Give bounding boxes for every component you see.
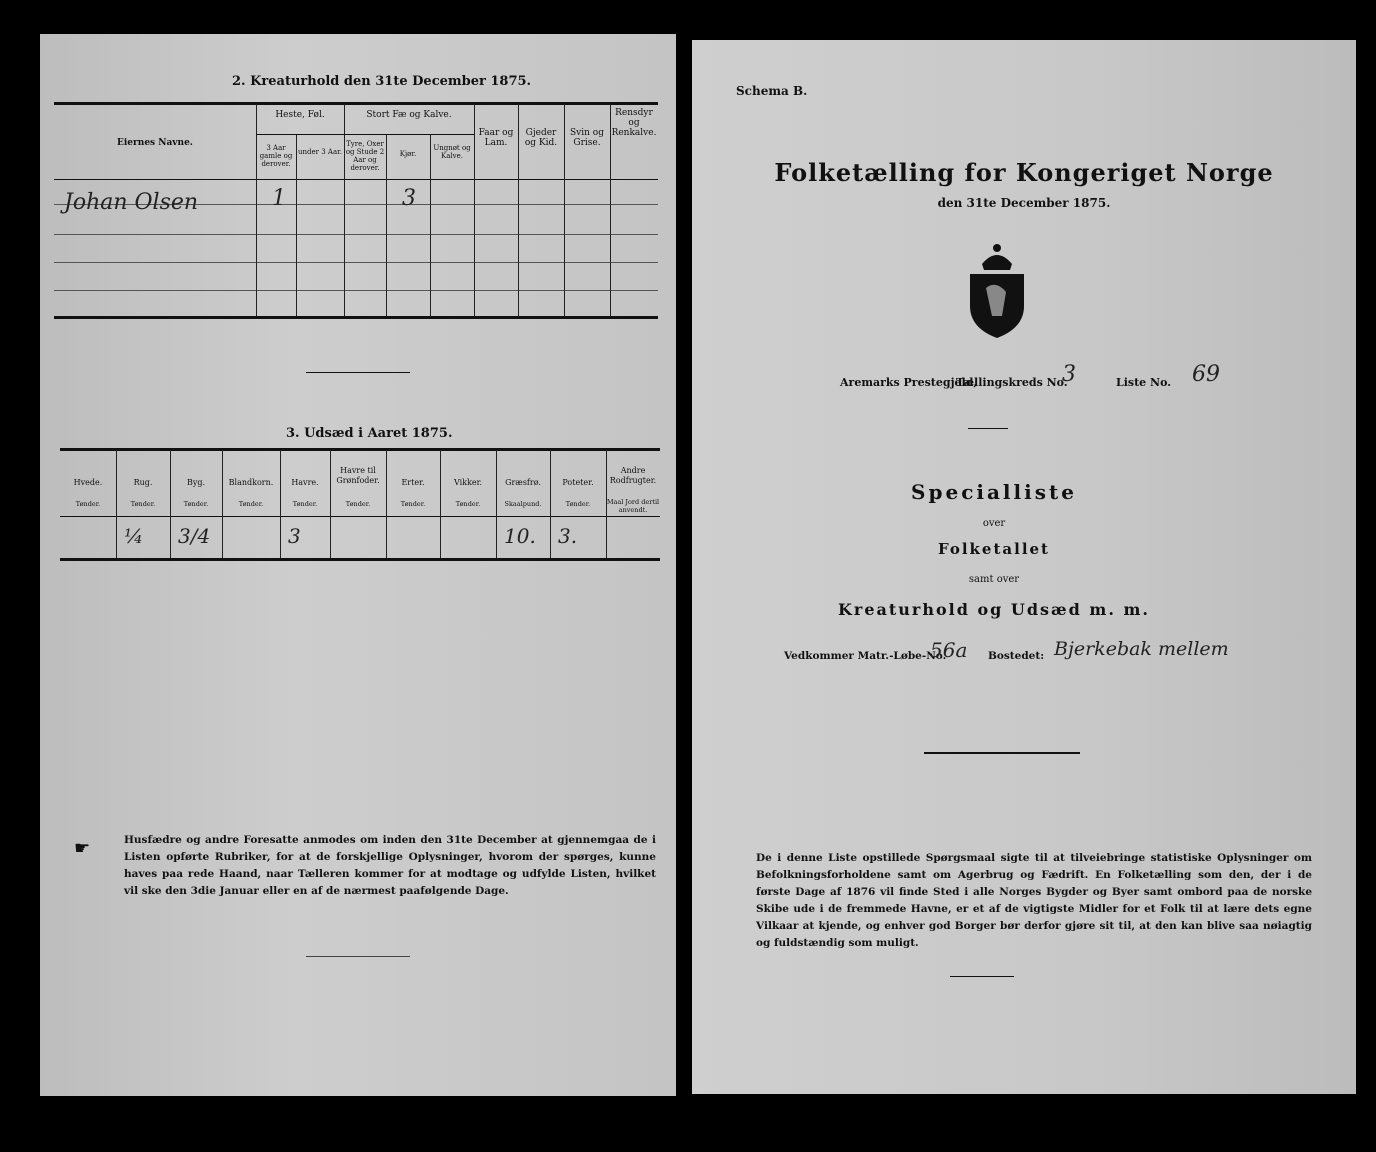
table-rule	[54, 262, 658, 263]
table-col	[386, 134, 387, 316]
seed-col-name: Havre til Grønfoder.	[336, 466, 380, 485]
matr-value: 56a	[930, 638, 968, 662]
seed-value: 3.	[558, 524, 578, 548]
table-rule	[60, 558, 660, 561]
col-cattle-cows: Kjør.	[399, 150, 417, 158]
seed-col-name: Andre Rodfrugter.	[609, 466, 657, 485]
district-label: Tællingskreds No.	[956, 376, 1068, 389]
special-list-title: Specialliste	[911, 480, 1077, 504]
section3-title: 3. Udsæd i Aaret 1875.	[286, 426, 453, 441]
seed-col-unit: Skaalpund.	[504, 500, 542, 508]
seed-col-unit: Tønder.	[183, 500, 209, 508]
col-horses: Heste, Føl.	[275, 110, 325, 120]
col-pigs: Svin og Grise.	[570, 128, 604, 148]
seed-col-unit: Tønder.	[130, 500, 156, 508]
right-page	[692, 40, 1356, 1094]
seed-col-name: Erter.	[401, 478, 425, 487]
col-cattle-young: Ungnøt og Kalve.	[433, 144, 471, 160]
col-horses-old: 3 Aar gamle og derover.	[259, 144, 293, 168]
seed-col-unit: Maal Jord dertil anvendt.	[606, 498, 660, 514]
col-owner: Eiernes Navne.	[117, 138, 193, 148]
kreaturhold-label: Kreaturhold og Udsæd m. m.	[838, 600, 1150, 619]
samt-over-label: samt over	[968, 574, 1020, 585]
table-rule	[54, 316, 658, 319]
bosted-label: Bostedet:	[988, 650, 1045, 662]
table-rule	[54, 179, 658, 180]
table-col	[296, 134, 297, 316]
folketallet-label: Folketallet	[938, 540, 1050, 558]
divider	[968, 428, 1008, 429]
seed-col-name: Vikker.	[453, 478, 483, 487]
seed-col-unit: Tønder.	[238, 500, 264, 508]
table-rule	[60, 516, 660, 517]
seed-col-name: Blandkorn.	[228, 478, 274, 487]
document-title: Folketælling for Kongeriget Norge	[774, 158, 1274, 187]
col-cattle-bulls: Tyre, Oxer og Stude 2 Aar og derover.	[345, 140, 385, 172]
seed-col-name: Græsfrø.	[505, 478, 541, 487]
col-cattle: Stort Fæ og Kalve.	[366, 110, 452, 120]
left-page	[40, 34, 676, 1096]
owner-name: Johan Olsen	[64, 190, 199, 215]
table-rule	[54, 102, 658, 105]
divider	[306, 372, 410, 373]
table-rule	[54, 290, 658, 291]
bosted-value: Bjerkebak mellem	[1054, 638, 1229, 660]
section2-title: 2. Kreaturhold den 31te December 1875.	[232, 74, 532, 89]
footer-text: De i denne Liste opstillede Spørgsmaal sigte til at tilveiebringe statistiske Oplysninger om Befolkningsforholdene samt om Agerbrug og Fædrift. En Folketælling som den, der i de første Dage af 1876 vil finde Sted i alle Norges Bygder og Byer samt ombord paa de norske Skibe ude i de fremmede Havne, er et af de vigtigste Midler for et Folk til at lære dets egne Vilkaar at kjende, og enhver god Borger bør derfor gjøre sit til, at den kan blive saa nøiagtig og fuldstændig som muligt.	[756, 852, 1312, 949]
table-col	[344, 104, 345, 316]
seed-value: ¼	[124, 524, 144, 548]
matr-label: Vedkommer Matr.-Løbe-No.	[784, 650, 947, 662]
divider	[924, 752, 1080, 754]
seed-value: 3/4	[178, 524, 211, 548]
seed-col-unit: Tønder.	[400, 500, 426, 508]
seed-col-name: Rug.	[133, 478, 153, 487]
table-col	[430, 134, 431, 316]
district-value: 3	[1062, 362, 1076, 387]
parish-label: Aremarks Prestegjeld,	[840, 376, 978, 389]
seed-col-unit: Tønder.	[455, 500, 481, 508]
seed-value: 10.	[504, 524, 536, 548]
list-value: 69	[1192, 362, 1220, 387]
col-reindeer: Rensdyr og Renkalve.	[611, 108, 657, 138]
over-label: over	[982, 518, 1006, 529]
seed-col-name: Byg.	[186, 478, 206, 487]
pointing-hand-icon: ☛	[74, 838, 91, 859]
table-rule	[60, 448, 660, 451]
divider	[306, 956, 410, 957]
list-label: Liste No.	[1116, 376, 1172, 389]
col-goats: Gjeder og Kid.	[524, 128, 558, 148]
seed-col-name: Poteter.	[562, 478, 594, 487]
table-col	[256, 104, 257, 316]
notice-text: Husfædre og andre Foresatte anmodes om inden den 31te December at gjennemgaa de i Listen opførte Rubriker, for at de forskjellige Oplysninger, hvorom der spørges, kunne haves paa rede Haand, naar Tælleren kommer for at modtage og udfylde Listen, hvilket vil ske den 3die Januar eller en af de nærmest paafølgende Dage.	[124, 834, 656, 897]
seed-col-unit: Tønder.	[565, 500, 591, 508]
seed-value: 3	[288, 524, 301, 548]
cows-value: 3	[402, 186, 416, 211]
seed-col-name: Hvede.	[73, 478, 103, 487]
schema-label: Schema B.	[736, 84, 808, 98]
table-rule	[256, 134, 474, 135]
coat-of-arms-icon	[962, 240, 1032, 340]
seed-col-unit: Tønder.	[75, 500, 101, 508]
col-horses-young: under 3 Aar.	[298, 148, 342, 156]
seed-col-name: Havre.	[291, 478, 319, 487]
horses-old-value: 1	[272, 186, 286, 211]
seed-col-unit: Tønder.	[292, 500, 318, 508]
document-subtitle: den 31te December 1875.	[937, 196, 1111, 210]
seed-col-unit: Tønder.	[345, 500, 371, 508]
col-sheep: Faar og Lam.	[478, 128, 514, 148]
divider	[950, 976, 1014, 977]
table-rule	[54, 234, 658, 235]
